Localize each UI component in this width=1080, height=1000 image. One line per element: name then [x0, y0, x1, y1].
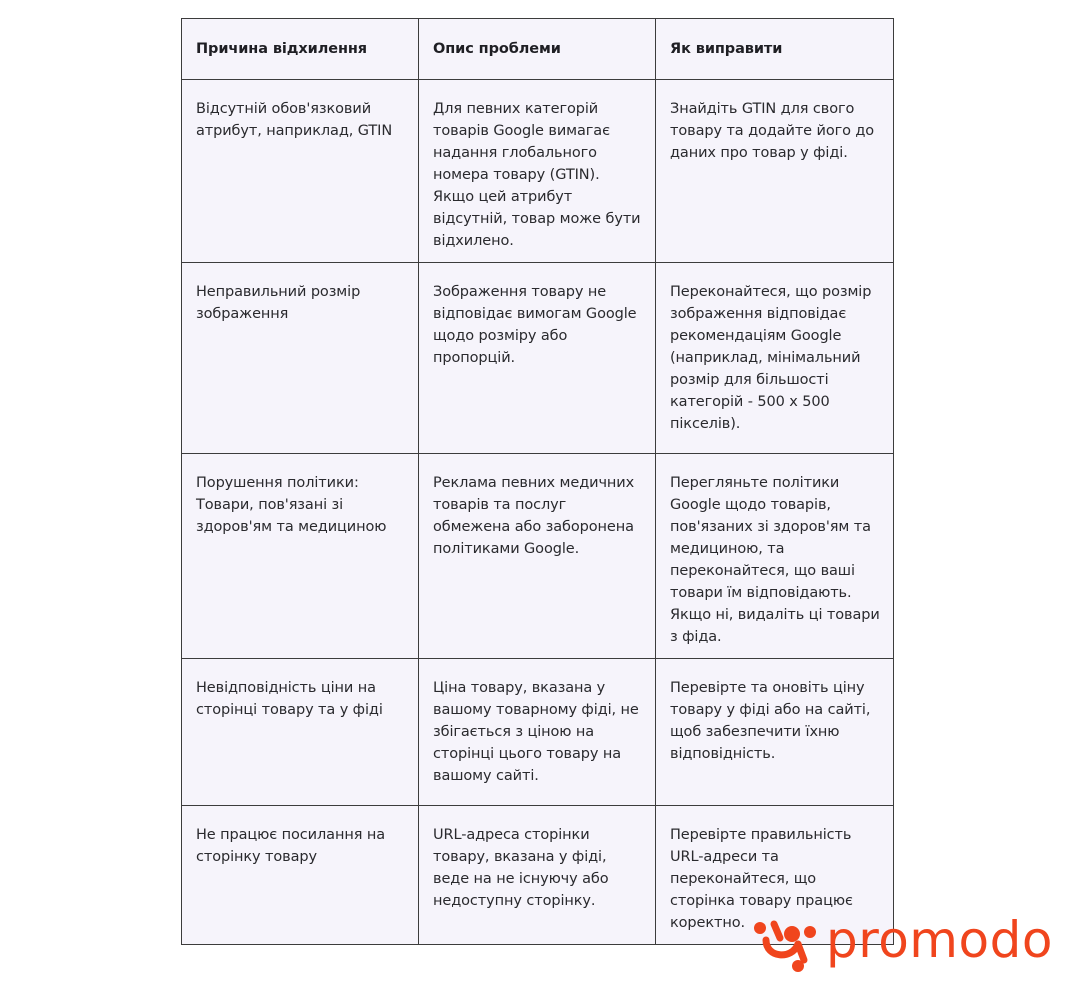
- cell-description: Для певних категорій товарів Google вимагає надання глобального номера товару (GTIN). Якщо цей атрибут відсутній, товар може бути відхилено.: [419, 80, 656, 263]
- cell-description: Зображення товару не відповідає вимогам Google щодо розміру або пропорцій.: [419, 263, 656, 454]
- promodo-logo-icon: [752, 914, 818, 974]
- cell-fix: Перегляньте політики Google щодо товарів, пов'язаних зі здоров'ям та медициною, та переконайтеся, що ваші товари їм відповідають. Якщо ні, видаліть ці товари з фіда.: [656, 454, 894, 659]
- cell-description: Реклама певних медичних товарів та послуг обмежена або заборонена політиками Google.: [419, 454, 656, 659]
- cell-fix: Переконайтеся, що розмір зображення відповідає рекомендаціям Google (наприклад, мінімальний розмір для більшості категорій - 500 x 500 пікселів).: [656, 263, 894, 454]
- promodo-logo-text: promodo: [826, 911, 1053, 969]
- table-row: [182, 263, 894, 454]
- header-description: Опис проблеми: [419, 19, 656, 80]
- cell-fix: Перевірте правильність URL-адреси та переконайтеся, що сторінка товару працює коректно.: [656, 806, 894, 945]
- cell-reason: Неправильний розмір зображення: [182, 263, 419, 454]
- cell-reason: Відсутній обов'язковий атрибут, наприклад, GTIN: [182, 80, 419, 263]
- header-fix: Як виправити: [656, 19, 894, 80]
- table-row: [182, 659, 894, 806]
- cell-reason: Порушення політики: Товари, пов'язані зі здоров'ям та медициною: [182, 454, 419, 659]
- table-row: [182, 454, 894, 659]
- promodo-logo: [752, 912, 1053, 976]
- cell-reason: Не працює посилання на сторінку товару: [182, 806, 419, 945]
- cell-fix: Знайдіть GTIN для свого товару та додайте його до даних про товар у фіді.: [656, 80, 894, 263]
- table-header-row: [182, 19, 894, 80]
- cell-description: URL-адреса сторінки товару, вказана у фіді, веде на не існуючу або недоступну сторінку.: [419, 806, 656, 945]
- rejection-reasons-table: [181, 18, 894, 945]
- cell-description: Ціна товару, вказана у вашому товарному фіді, не збігається з ціною на сторінці цього товару на вашому сайті.: [419, 659, 656, 806]
- cell-fix: Перевірте та оновіть ціну товару у фіді або на сайті, щоб забезпечити їхню відповідність.: [656, 659, 894, 806]
- rejection-reasons-table-container: [181, 18, 893, 931]
- table-row: [182, 80, 894, 263]
- header-reason: Причина відхилення: [182, 19, 419, 80]
- cell-reason: Невідповідність ціни на сторінці товару та у фіді: [182, 659, 419, 806]
